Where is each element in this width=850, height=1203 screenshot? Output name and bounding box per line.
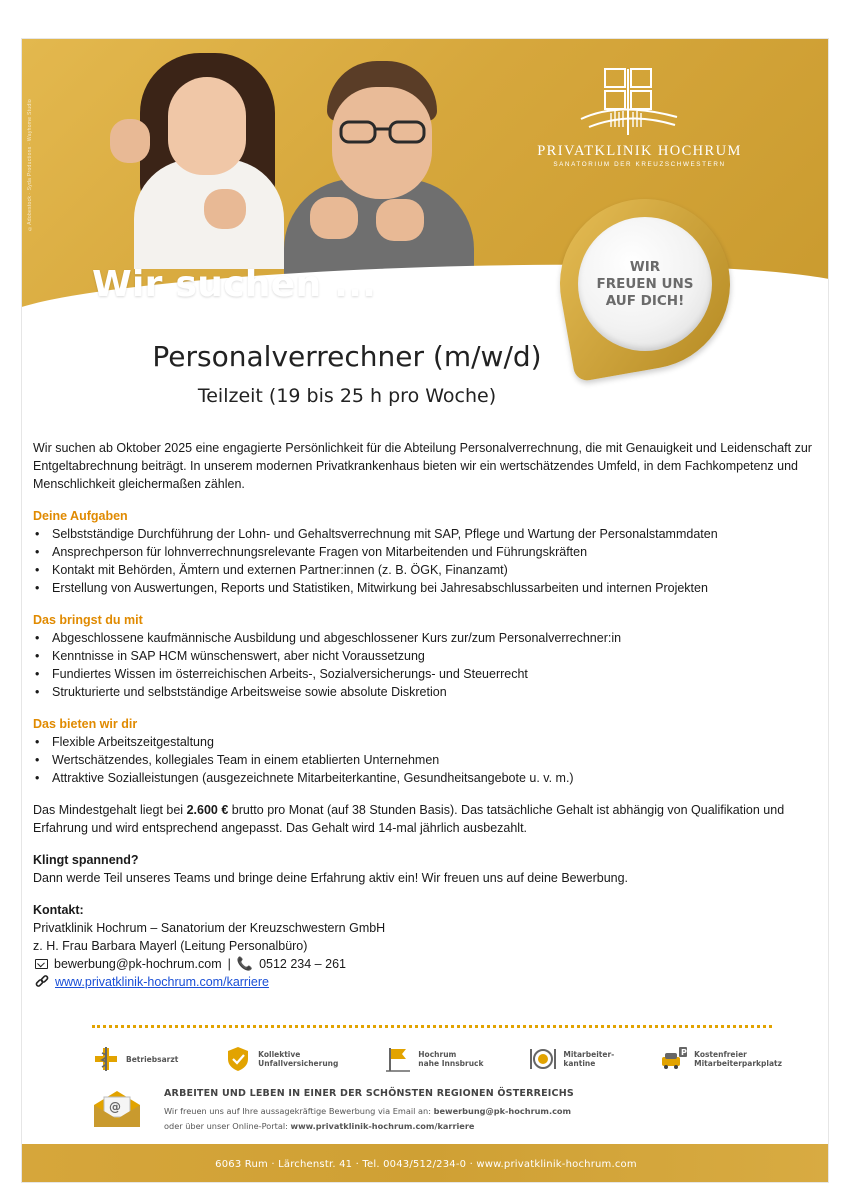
dotted-divider [92, 1025, 772, 1028]
benefit-line: Mitarbeiterparkplatz [694, 1059, 782, 1068]
list-item: • Fundiertes Wissen im österreichischen Arbeits-, Sozialversicherungs- und Steuerrecht [33, 665, 818, 683]
region-l3-text: oder über unser Online-Portal: [164, 1121, 291, 1131]
contact-url-line [33, 973, 818, 991]
benefit-item [224, 1045, 338, 1073]
list-item: • Kenntnisse in SAP HCM wünschenswert, aber nicht Voraussetzung [33, 647, 818, 665]
list-item: • Abgeschlossene kaufmännische Ausbildung und abgeschlossener Kurs zur/zum Personalverrechner:in [33, 629, 818, 647]
job-ad-page [21, 38, 829, 1183]
contact-email[interactable]: bewerbung@pk-hochrum.com [54, 957, 222, 971]
badge-line-2: FREUEN UNS [596, 275, 694, 292]
benefit-item [384, 1045, 483, 1073]
list-item: • Erstellung von Auswertungen, Reports und Statistiken, Mitwirkung bei Jahresabschlussarbeiten und internen Projekten [33, 579, 818, 597]
salary-text [33, 801, 818, 837]
man-pointing-hand-2 [376, 199, 424, 241]
cta-heading: Klingt spannend? [33, 853, 139, 867]
contact-email-phone [33, 955, 818, 973]
email-icon [35, 959, 48, 969]
headline: Wir suchen ... [92, 264, 377, 305]
region-line-email [164, 1106, 571, 1116]
section-heading: Deine Aufgaben [33, 509, 128, 523]
list-item: • Flexible Arbeitszeitgestaltung [33, 733, 818, 751]
salary-amount: 2.600 € [186, 803, 229, 817]
career-link[interactable]: www.privatklinik-hochrum.com/karriere [55, 975, 269, 989]
salary-pre: Das Mindestgehalt liegt bei [33, 803, 187, 817]
doctor-icon [92, 1045, 120, 1073]
region-line-portal [164, 1121, 474, 1131]
benefit-line: Kollektive [258, 1050, 301, 1059]
insurance-icon [224, 1045, 252, 1073]
region-l2-text: Wir freuen uns auf Ihre aussagekräftige Bewerbung via Email an: [164, 1106, 434, 1116]
benefit-label: Betriebsarzt [126, 1054, 179, 1064]
cta-block [33, 851, 818, 887]
benefits-row [92, 1039, 782, 1079]
benefit-item [660, 1045, 782, 1073]
benefit-item [92, 1045, 178, 1073]
benefit-line: Kostenfreier [694, 1050, 747, 1059]
parking-icon [660, 1045, 688, 1073]
benefit-label [563, 1050, 614, 1068]
job-title: Personalverrechner (m/w/d) [152, 340, 542, 373]
region-portal-url[interactable]: www.privatklinik-hochrum.com/karriere [290, 1121, 475, 1131]
contact-heading: Kontakt: [33, 903, 84, 917]
badge-circle [578, 217, 712, 351]
job-subtitle: Teilzeit (19 bis 25 h pro Woche) [197, 385, 497, 407]
section-profile [33, 611, 818, 701]
badge-line-1: WIR [629, 258, 661, 275]
clinic-logo-name: PRIVATKLINIK HOCHRUM [537, 143, 742, 159]
region-title: ARBEITEN UND LEBEN IN EINER DER SCHÖNSTEN REGIONEN ÖSTERREICHS [164, 1088, 574, 1099]
contact-phone[interactable]: 0512 234 – 261 [259, 957, 346, 971]
region-block [92, 1085, 692, 1145]
contact-person: z. H. Frau Barbara Mayerl (Leitung Personalbüro) [33, 939, 308, 953]
region-email[interactable]: bewerbung@pk-hochrum.com [433, 1106, 572, 1116]
section-heading: Das bringst du mit [33, 613, 143, 627]
photo-credit: ©Adobestock · Syda Productions · Wayhome Studio [27, 99, 33, 232]
salary-post: brutto pro Monat (auf 38 Stunden Basis). Das tatsächliche Gehalt ist abhängig von Qualifikation und Erfahrung und wird entsprechend angepasst. Das Gehalt wird 14-mal jährlich ausbezahlt. [33, 803, 785, 835]
link-icon [35, 975, 49, 989]
footer-bar: 6063 Rum · Lärchenstr. 41 · Tel. 0043/512/234-0 · www.privatklinik-hochrum.com [22, 1144, 829, 1183]
svg-text:P: P [681, 1048, 688, 1057]
list-item: • Attraktive Sozialleistungen (ausgezeichnete Mitarbeiterkantine, Gesundheitsangebote u. v. m.) [33, 769, 818, 787]
list-item: • Wertschätzendes, kollegiales Team in einem etablierten Unternehmen [33, 751, 818, 769]
section-offer [33, 715, 818, 787]
cta-text: Dann werde Teil unseres Teams und bringe deine Erfahrung aktiv ein! Wir freuen uns auf deine Bewerbung. [33, 871, 629, 885]
benefit-label [694, 1050, 782, 1068]
benefit-line: kantine [563, 1059, 596, 1068]
email-envelope-icon [92, 1089, 142, 1129]
list-item: • Kontakt mit Behörden, Ämtern und externen Partner:innen (z. B. ÖGK, Finanzamt) [33, 561, 818, 579]
benefit-line: Mitarbeiter- [563, 1050, 615, 1059]
job-description [33, 439, 818, 991]
section-heading: Das bieten wir dir [33, 717, 138, 731]
benefit-line: Unfallversicherung [258, 1059, 339, 1068]
badge-line-3: AUF DICH! [605, 292, 685, 309]
benefit-line: Hochrum [418, 1050, 457, 1059]
canteen-icon [529, 1045, 557, 1073]
benefit-item [529, 1045, 614, 1073]
man-pointing-hand [310, 197, 358, 239]
flag-icon [384, 1045, 412, 1073]
clinic-logo-icon [579, 67, 679, 139]
benefit-line: nahe Innsbruck [418, 1059, 484, 1068]
woman-pointing-hand [110, 119, 150, 163]
contact-org: Privatklinik Hochrum – Sanatorium der Kreuzschwestern GmbH [33, 921, 386, 935]
glasses-icon [338, 119, 428, 145]
svg-text:@: @ [109, 1100, 121, 1114]
clinic-logo-subtitle: SANATORIUM DER KREUZSCHWESTERN [553, 161, 726, 168]
intro-text: Wir suchen ab Oktober 2025 eine engagierte Persönlichkeit für die Abteilung Personalverrechnung, die mit Genauigkeit und Leidenschaft zur Entgeltabrechnung beiträgt. In unserem modernen Privatkrankenhaus bieten wir ein wertschätzendes Umfeld, in dem Fachkompetenz und Menschlichkeit gleichermaßen zählen. [33, 441, 812, 491]
woman-pointing-hand-2 [204, 189, 246, 229]
list-item: • Strukturierte und selbstständige Arbeitsweise sowie absolute Diskretion [33, 683, 818, 701]
woman-photo-face [168, 77, 246, 175]
benefit-label [258, 1050, 338, 1068]
contact-separator: | [227, 957, 231, 971]
section-tasks [33, 507, 818, 597]
phone-icon: 📞 [236, 956, 254, 971]
list-item: • Selbstständige Durchführung der Lohn- und Gehaltsverrechnung mit SAP, Pflege und Wartung der Personalstammdaten [33, 525, 818, 543]
benefit-label [418, 1050, 483, 1068]
contact-block [33, 901, 818, 991]
list-item: • Ansprechperson für lohnverrechnungsrelevante Fragen von Mitarbeitenden und Führungskräften [33, 543, 818, 561]
